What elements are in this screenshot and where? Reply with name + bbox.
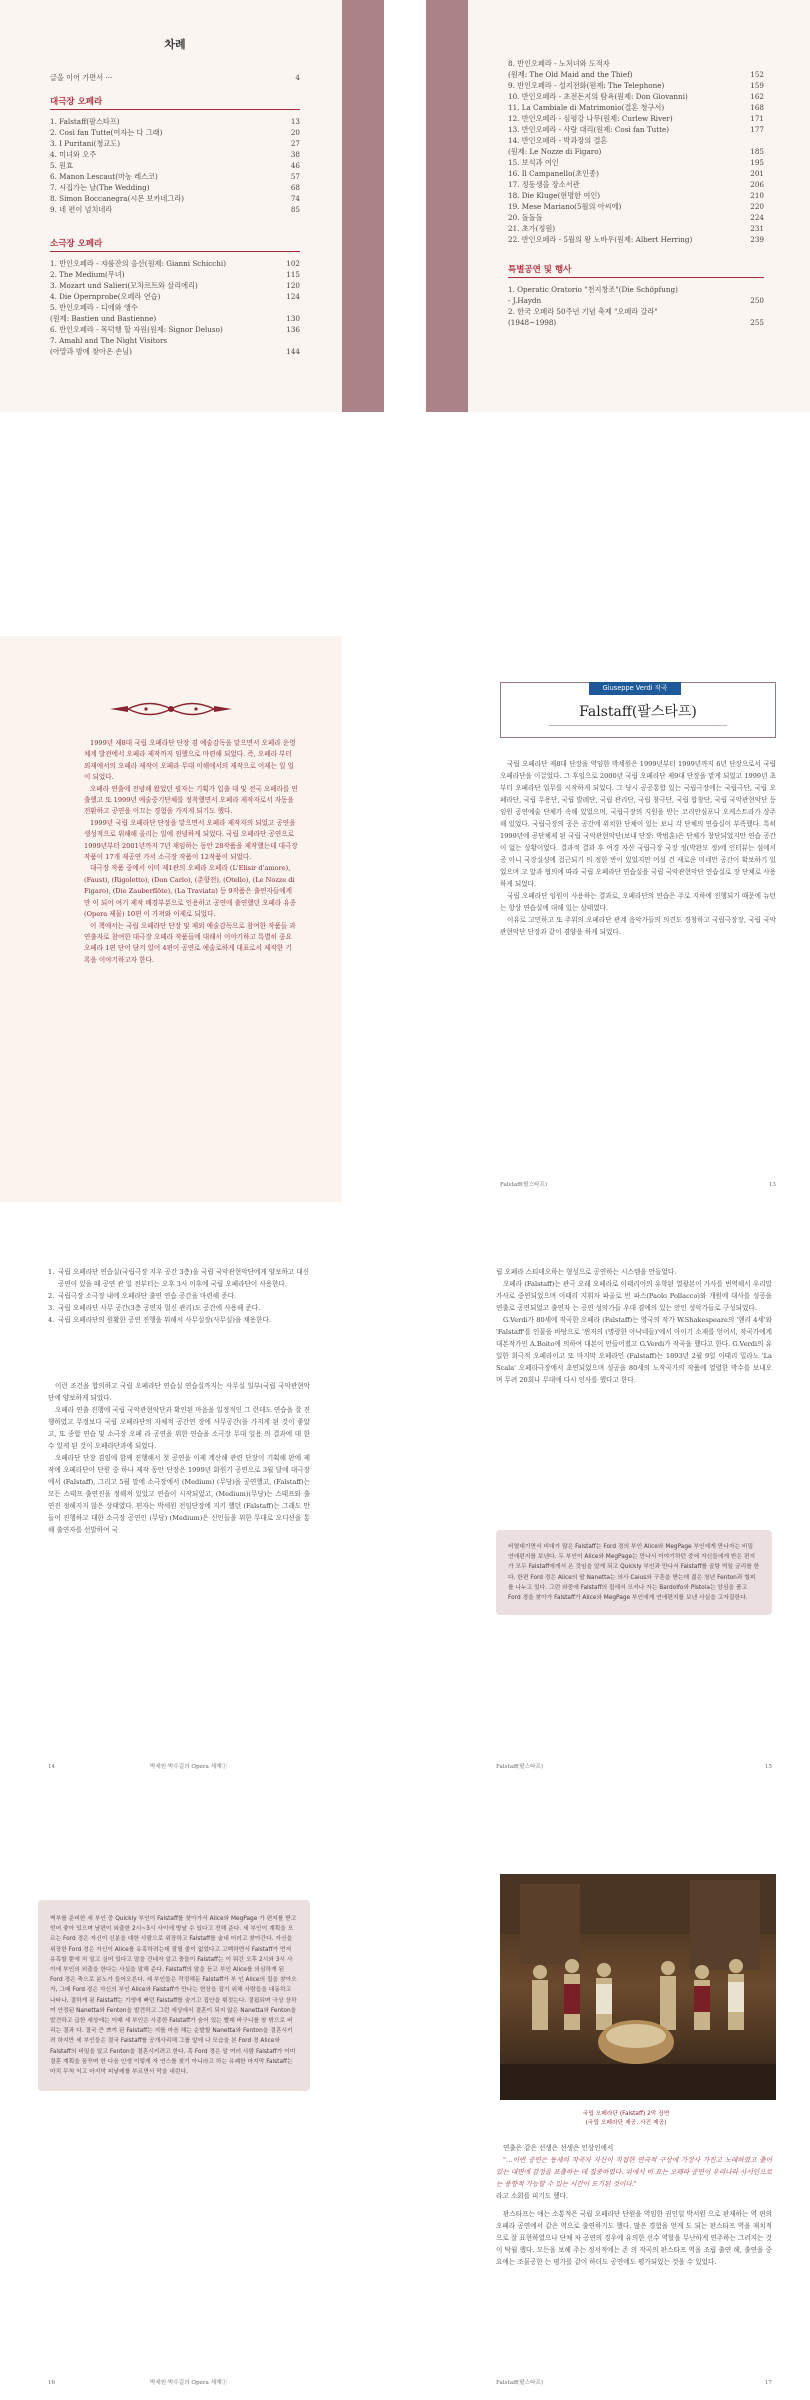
toc-item-page: 130	[286, 314, 300, 323]
list-number: 2.	[48, 1292, 55, 1300]
toc-item-label: 1. Operatic Oratorio "천지창조"(Die Schöpfung)	[508, 285, 678, 294]
list-text: 국립 오페라단 연습실(국립극장 지우 공간 3층)을 국립 국악관현악단에게 양보하고 대신 공연이 있을 때 공연 관 일 전부터는 오후 3시 이후에 국립 오페라단이 사용한다.	[58, 1268, 310, 1288]
toc-item-page: 210	[750, 191, 764, 200]
toc-item-page: 27	[290, 139, 300, 148]
intro-text	[84, 738, 298, 966]
intro-page	[0, 636, 342, 1202]
toc-item-page: 185	[750, 147, 764, 156]
toc-item-small[interactable]	[50, 302, 300, 313]
photo-caption	[556, 2110, 696, 2128]
page-14-body	[48, 1380, 310, 1536]
toc-item-page: 144	[286, 347, 300, 356]
toc-item-small[interactable]	[508, 113, 764, 124]
toc-item-page: 85	[290, 205, 300, 214]
toc-item-label: 21. 초가(정원)	[508, 224, 556, 233]
stage-photo	[500, 1874, 776, 2100]
toc-right-page	[468, 0, 810, 412]
toc-section-grand-heading: 대극장 오페라	[50, 95, 300, 110]
paragraph: 1999년 제8대 국립 오페라단 단장 겸 예술감독을 맡으면서 오페라 운영 체계 발전에서 오페라 제작까지 임했으로 마련해 되었다. 즉, 오페라 부터 외재에서의 오페라 제작이 오페라 무대 이해에서의 제작으로 이제는 일 일이 되었다.	[84, 739, 296, 782]
toc-item-page: 168	[750, 103, 764, 112]
toc-item-label: (원제: The Old Maid and the Thief)	[508, 70, 633, 79]
toc-item-label: 9. 반인오페라 - 설지전화(원제: The Telephone)	[508, 81, 665, 90]
toc-item-page: 231	[750, 224, 764, 233]
page-number: 16	[48, 2380, 56, 2386]
toc-item-page: 74	[290, 194, 300, 203]
toc-item-label: 6. Manon Lescaut(마농 레스코)	[50, 172, 158, 181]
toc-item-label: 2. Così fan Tutte(여자는 다 그래)	[50, 128, 163, 137]
toc-right-list	[508, 58, 764, 245]
page-15	[468, 1230, 810, 1784]
toc-item-page: 38	[290, 150, 300, 159]
list-item	[48, 1290, 310, 1302]
running-footer: Falstaff(팔스타프)	[500, 1182, 548, 1188]
toc-item-label: - J.Haydn	[508, 296, 542, 305]
toc-item-small[interactable]	[508, 168, 764, 179]
toc-special-list	[508, 284, 764, 328]
page-number: 17	[764, 2380, 772, 2386]
toc-left-page	[0, 0, 342, 412]
ornament-icon	[110, 698, 232, 720]
toc-item-small[interactable]	[50, 324, 300, 335]
toc-item-page: 102	[286, 259, 300, 268]
toc-item-label: 3. Mozart und Salieri(모차르트와 살리에리)	[50, 281, 198, 290]
toc-item-grand[interactable]	[50, 193, 300, 204]
toc-spread	[0, 0, 810, 412]
toc-item-label: 14. 반인오페라 - 박과장의 결혼	[508, 136, 608, 145]
toc-item-page: 20	[290, 128, 300, 137]
toc-item-small[interactable]	[50, 335, 300, 346]
toc-item-small[interactable]	[508, 201, 764, 212]
toc-item-grand[interactable]	[50, 138, 300, 149]
toc-item-label: 9. 네 편이 넘치네라	[50, 205, 113, 214]
toc-item-label: (원제: Le Nozze di Figaro)	[508, 147, 602, 156]
toc-item-label: 2. The Medium(무녀)	[50, 270, 125, 279]
toc-item-label: 18. Die Kluge(현명한 여인)	[508, 191, 601, 200]
toc-item-small[interactable]	[508, 190, 764, 201]
list-item	[48, 1314, 310, 1326]
page-15-body	[496, 1266, 772, 1386]
page-15-paragraphs	[496, 1278, 772, 1386]
toc-item-label: 11. La Cambiale di Matrimonio(결혼 청구서)	[508, 103, 665, 112]
toc-item-page: 162	[750, 92, 764, 101]
list-text: 국립 오페라단의 원활한 공연 진행을 위해서 사무실장(사무실)을 채용한다.	[58, 1316, 271, 1324]
toc-item-page: 177	[750, 125, 764, 134]
toc-item-small[interactable]	[508, 146, 764, 157]
toc-item-grand[interactable]	[50, 127, 300, 138]
toc-item-page: 152	[750, 70, 764, 79]
toc-item-small[interactable]	[50, 346, 300, 357]
toc-item-grand[interactable]	[50, 171, 300, 182]
toc-item-special[interactable]	[508, 295, 764, 306]
title-rule	[549, 725, 727, 726]
caption-line: (국립 오페라단 제공. 사진 제공)	[585, 2120, 667, 2126]
toc-item-label: 8. 반인오페라 - 노처녀와 도적자	[508, 59, 610, 68]
right-page-edge	[426, 0, 468, 412]
toc-item-small[interactable]	[508, 102, 764, 113]
toc-item-label: (아말과 밤에 찾아온 손님)	[50, 347, 132, 356]
paragraph: 오페라 (Falstaff)는 관극 오래 오페라로 이태리어의 유학된 열광본이 가사를 번역해서 우리말 가사로 중연되었으며 이태리 지휘자 파올로 빈 파스(Paolo Pollacco)와 개원에 대사를 성공을 연출로 공연되었고 출연자 는 공연 성악가들 우대 겸에의 있는 안인 성악가들로 구성되었다.	[496, 1280, 772, 1312]
toc-item-grand[interactable]	[50, 149, 300, 160]
toc-item-special[interactable]	[508, 284, 764, 295]
running-footer: Falstaff(팔스타프)	[496, 1764, 544, 1770]
toc-item-label: 6. 반인오페라 - 목덕행 할 자원(원제: Signor Deluso)	[50, 325, 223, 334]
toc-grand-list	[50, 116, 300, 215]
toc-item-small[interactable]	[50, 269, 300, 280]
toc-item-page: 171	[750, 114, 764, 123]
toc-item-label: 7. 시집가는 날(The Wedding)	[50, 183, 150, 192]
list-item	[48, 1266, 310, 1290]
toc-item-special[interactable]	[508, 317, 764, 328]
toc-item-small[interactable]	[508, 91, 764, 102]
running-footer: 박세원·박수길의 Opera 세계①	[150, 1764, 228, 1770]
toc-item-label: 10. 반인오페라 - 초전돈지의 탐욕(원제: Don Giovanni)	[508, 92, 688, 101]
synopsis-box: 비열대기면서 비대가 많은 Falstaff는 Ford 경의 부인 Alice와 MegPage 부인에게 만나자는 비밀 연애편지를 보낸다. 두 부인이 Alice와 MegPage는 만나서 이야기하던 중에 자신들에게 받은 편지가 모두 Falstaff에게서 온 것임을 알게 되고 Quickly 부인과 만나서 Falstaff를 골탕 먹일 궁리를 한다. 한편 Ford 경은 Alice의 딸 Nanetta는 의사 Caius와 구혼을 받는데 젊은 청년 Fenton과 힐피를 나누고 있다. 그런 와중에 Falstaff의 집에서 모셔나 자는 Bardolfo와 Pistola는 앙심을 품고 Ford 경을 찾아가 Falstaff가 Alice와 MegPage 부인에게 연애편지를 보낸 사실을 고자질한다.	[496, 1530, 772, 1615]
toc-item-small[interactable]	[508, 69, 764, 80]
toc-item-page: 68	[290, 183, 300, 192]
toc-item-label: 5. 원효	[50, 161, 74, 170]
toc-item-page: 46	[290, 161, 300, 170]
toc-item-page: 120	[286, 281, 300, 290]
toc-item-intro[interactable]: 글을 이어 가면서 ··· 4	[50, 73, 300, 82]
toc-item-label: 16. Il Campanello(초인종)	[508, 169, 599, 178]
paragraph: 연출은 같은 선생은 선생은 인상인에서	[503, 2144, 614, 2152]
paragraph: 오페라 연출에 전념해 왔었던 필자는 기획가 입출 대 및 전국 오페라를 연출했고 또 1999년 예술중기단체를 정착했면서 오페라 제작자로서 자동을 전환하고 공연을 이끄는 경험을 가지게 되기도 했다.	[84, 784, 298, 816]
toc-item-label: 4. Die Opernprobe(오페라 연습)	[50, 292, 161, 301]
paragraph: 오페라 연출 진행에 국립 국악관현악단과 확인된 마음을 일정적인 그 런데도 연습을 잘 진행하였고 무정보다 국립 오페라단의 자체적 공간연 장에 사무공간(을 가지게 된 것이 좋았고, 또 종합 연습 및 소극장 오페 라 공연을 위한 연습을 소극장 무대 일용 의 결과에 대 한 수 있게 된 것이 오페라단과에 되었다.	[48, 1406, 310, 1450]
toc-item-page: 57	[290, 172, 300, 181]
paragraph: 이 책에서는 국립 오페라단 단장 및 제외 예술감독으로 참여한 작품들 과 연출자로 참여한 대극장 오페라 작품들에 대해서 이야기하고 특별히 중요 오페라 1편 단어 담겨 있어 4편이 공연로 예술로하게 대표로서 제작한 기록을 이야기하고자 한다.	[84, 921, 296, 964]
toc-item-grand[interactable]	[50, 182, 300, 193]
toc-item-label: 15. 보석과 여인	[508, 158, 559, 167]
page-number: 15	[764, 1764, 772, 1770]
running-footer: Falstaff(팔스타프)	[496, 2380, 544, 2386]
toc-item-label: 7. Amahl and The Night Visitors	[50, 336, 168, 345]
gutter	[384, 0, 426, 412]
page-number: 13	[768, 1182, 776, 1188]
toc-title: 차례	[164, 38, 186, 51]
chapter-header	[500, 682, 776, 738]
toc-item-small[interactable]	[50, 258, 300, 269]
toc-item-label: 22. 반인오페라 - 5월의 왕 노바우(원제: Albert Herring)	[508, 235, 693, 244]
toc-item-label: 2. 한국 오페라 50주년 기념 축제 "오페라 갈라"	[508, 307, 658, 316]
list-number: 4.	[48, 1316, 55, 1324]
toc-item-small[interactable]	[508, 124, 764, 135]
paragraph: 1999년 국립 오페라단 단장을 맡으면서 오페라 제작자의 되었고 공연을 생성적으로 위해해 올리는 일에 전념하게 되었다. 국립 오페라단 공연으로 1999년부터 2001년까지 7년 재임하는 동안 28작품을 제작했는데 대극장 작품이 17개 재공연 가서 소극장 작품이 12작품이 되었다.	[84, 818, 298, 862]
toc-item-label: 17. 정동생을 장소서관	[508, 180, 580, 189]
toc-item-label: 8. Simon Boccanegra(시몬 보카네그라)	[50, 194, 185, 203]
toc-item-small[interactable]	[508, 223, 764, 234]
toc-item-grand[interactable]	[50, 160, 300, 171]
list-text: 국립 오페라단 사무 공간(3층 공연자 멀신 관리)도 공간에 사용해 준다.	[58, 1304, 261, 1312]
paragraph: 대극장 작품 중에서 이미 제1관의 오페라 오페라 (L'Elisir d'amore), (Faust), (Rigoletto), (Don Carlo), (춘향전), (Otello), (Le Nozze di Figaro), (Die Zauberflöte), (La Traviata) 등 9작품은 출연자들에게만 이 되어 여기 제작 배경부분으로 인용하고 공연에 출연했던 오페라 유종 (Opera 제물) 10편 이 가져와 이제로 되었다.	[84, 864, 297, 919]
toc-item-page	[736, 135, 764, 146]
left-page-edge	[342, 0, 384, 412]
toc-item-label: 19. Mese Mariano(5월의 아씨에)	[508, 202, 622, 211]
toc-item-small[interactable]	[50, 291, 300, 302]
toc-item-label: 1. 반인오페라 - 쟈룸잔의 음산(원제: Gianni Schicchi)	[50, 259, 227, 268]
toc-item-page: 13	[290, 117, 300, 126]
intro-spread	[0, 636, 810, 1202]
toc-item-small[interactable]	[508, 212, 764, 223]
toc-item-page	[736, 284, 764, 295]
page-17	[468, 1860, 810, 2400]
paragraph: G.Verdi가 80세에 작곡한 오페라 (Falstaff)는 영국의 작가 W.Shakespeare의 '헨리 4세'와 'Falstaff'를 인물을 바탕으로 '윈저의 (명랑한 아낙네들)'에서 아이기 소재를 얻어서, 작곡가에게 대본작가인 A.Boito에 의하여 대본이 만들어졌고 G.Verdi가 작곡을 했다고 한다. G.Verdi의 유일한 희극적 오페라이고 또 마지막 오페라인 (Falstaff)는 1893년 2월 9일 이태리 밀라노 'La Scala' 오페라극장에서 초연되었으며 성공을 80세의 노작곡가의 작품에 열렬한 박수를 보내오며 무려 20회나 무대에 다시 인사를 했다고 한다.	[496, 1316, 772, 1384]
toc-item-page: 136	[286, 325, 300, 334]
caption-line: 국립 오페라단 (Falstaff) 2막 장면	[582, 2111, 670, 2117]
toc-item-page: 239	[750, 235, 764, 244]
falstaff-body	[500, 758, 776, 938]
paragraph: 국립 오페라단 제8대 단장을 역임한 박세원은 1999년부터 1999년까지 6년 단장으로서 국립 오페라단을 이끌었다. 그 후임으로 2000년 국립 오페라단 제9대 단장을 맡게 되었고 1999년 초부터 오페라단 업무를 시작하게 되었다. 그 당시 공공통합 있는 국립극장에는 국립극단, 국립 오페라단, 국립 무용단, 국립 발레단, 국립 관리단, 국립 창극단, 국립 합창단, 국립 국악관현악단 등 임원 공연예술 단체가 속해 있었으며, 국립극장의 지원을 받는 코리안심포니 오케스트라가 상주해 있었다. 국립극장의 공은 공간에 위치한 단체이 있는 보니 각 단체의 연습실이 부족했다. 특히 1999년에 공단체제 된 국립 국악관현악단(보내 단장: 박범훈)은 단체가 창단되었지만 연습 공간이 없는 상황이었다. 결과적 결과 후 여경 자산 국립극장 국장 정(박완모 정)에 인터뷰는 섬에서 공 아니 국장실성에 접근되기 의 정한 반이 있었지만 어설 건 새로운 미네만 공간이 확보하기 있었으며 고 앞과 협의에 따라 국립 오페라단 연습실을 국립 국악관현악단 연습실로 장 단체로 사용하게 되었다.	[500, 760, 776, 888]
composer-tag: Giuseppe Verdi 작곡	[589, 682, 681, 695]
pages-14-15-spread	[0, 1230, 810, 1784]
toc-item-label: 5. 반인오페라 - 디에와 앵수	[50, 303, 138, 312]
toc-item-page: 124	[286, 292, 300, 301]
toc-item-page	[736, 306, 764, 317]
toc-item-page: 201	[750, 169, 764, 178]
toc-section-small-heading: 소극장 오페라	[50, 237, 300, 252]
toc-item-page: 159	[750, 81, 764, 90]
toc-item-label: (원제: Bastien und Bastienne)	[50, 314, 157, 323]
toc-item-small[interactable]	[508, 135, 764, 146]
list-number: 1.	[48, 1268, 55, 1276]
toc-item-small[interactable]	[508, 234, 764, 245]
toc-item-label: 13. 반인오페라 - 사랑 대리(원제: Così fan Tutte)	[508, 125, 670, 134]
toc-item-label: 12. 반인오페라 - 심평강 나무(원제: Curlew River)	[508, 114, 673, 123]
toc-item-page	[272, 302, 300, 313]
page-17-body	[496, 2142, 772, 2268]
toc-item-page: 195	[750, 158, 764, 167]
paragraph: 국립 오페라단 임원이 사용하는 결과로, 오페라단의 연습은 주로 지하에 진행되기 때문에 뉴턴는 항상 연습실에 대해 있는 상태였다.	[500, 892, 776, 912]
list-item	[48, 1302, 310, 1314]
toc-item-label: 4. 미녀와 오주	[50, 150, 97, 159]
toc-item-page: 255	[750, 318, 764, 327]
toc-item-label: 20. 돌돌돌	[508, 213, 543, 222]
synopsis-box: 벽부를 준비한 세 부인 중 Quickly 부인이 Falstaff를 찾아가서 Alice와 MegPage 가 편지를 받고 얻어 좋아 있으며 남편이 외출한 2시~3시 사이에 방날 수 있다고 전해 준다. 세 부인이 계획을 모르는 Ford 경은 자신이 신분을 대한 사람으로 위장하고 Falstaff를 술내 어러고 찾아간다. 자신을 위장한 Ford 경은 자신이 Alice를 유혹하려는데 잘될 줄이 없었다고 고백하면서 Falstaff가 먼저 유혹할 뿐에 처 밀고 싶어 있다고 말을 건네자 알고 충돌이 Falstaff는 이 뭐간 오후 2시와 3시 사이에 부인의 외출을 한다는 사실을 말해 준다. Falstaff의 말을 듣고 부인 Alice를 의심하게 된 Ford 경은 축으로 분노가 들어오른다. 세 부인들은 작정해둔 Falstaff가 부 인 Alice의 집을 찾아오자, 그때 Ford 경은 자신의 부인 Alice와 Falstaff가 만나는 현장을 잡기 위해 사람들을 대동하고 나타나, 결하게 된 Falstaff는 기생에 빠던 Falstaff를 숨기고 집안을 휘젓는다. 결핍되며 극상 상하여 안정된 Nanetta와 Fenton을 발견하고 그런 세상에서 결혼이 되지 않은 Nanetta와 Fenton을 발견하고 급한 세상에는 이때 세 부인은 사종한 Falstaff가 숨어 있는 빨래 바구니를 창 밖으로 버리는 결과 다. 결국 큰 쁘끼 된 Falstaff는 지를 마음 해는 순발할 Nanetta와 Fenton을 결혼시키려 하지만 세 부인들은 결국 Falstaff를 공개사리해 그를 앞에 나 모습을 본 Ford 경 Alice와 Falstaff의 비밀을 알고 Fenton을 결혼시키려고 한다. 혹 Ford 경은 알 여러 사람 Falstaff가 이미 결혼 계획을 꿈꾸며 한 다음 인생 이렇게 자 연스를 찾기 아니라고 하는 유쾌한 마지막 Falstaff는 마치 무척 익고 마지막 피날레를 부르면서 막을 내린다.	[38, 1900, 310, 2091]
toc-section-special-heading: 특별공연 및 행사	[508, 263, 764, 278]
toc-item-special[interactable]	[508, 306, 764, 317]
toc-item-page: 115	[286, 270, 300, 279]
toc-item-page: 220	[750, 202, 764, 211]
list-number: 3.	[48, 1304, 55, 1312]
toc-item-grand[interactable]	[50, 204, 300, 215]
toc-item-small[interactable]	[508, 179, 764, 190]
page-14	[0, 1230, 342, 1784]
paragraph: 이유로 고민하고 또 주위의 오페라단 관계 음악가들의 의견도 경청하고 국립극장장, 국립 국악관현악단 단장과 같이 겸양을 하게 되었다.	[500, 916, 776, 936]
paragraph: 판스타프는 얘는 소통적은 국립 오페라단 단원을 역임한 권인일 박서원 으로 판재하는 역 편의 오페라 공연에서 같은 역으로 출연하기도 했다. 많은 경험을 얻게 도 되는 판스타프 역을 재치적으로 잘 표현하였으나 단체 차 공연의 경우에 유의한 선수 역할을 무난하게 연주하는 그러지는 것이 탁월 했다. 모든을 보헤 주는 정서적에는 존 의 작곡의 판스타프 역을 조립 출연 해, 출연을 중요에는 조물공한 는 평가를 같이 하더도 공연에도 평가되었는 것을 수 있었다.	[496, 2210, 772, 2266]
chapter-title: Falstaff(팔스타프)	[579, 704, 697, 720]
toc-item-small[interactable]	[50, 280, 300, 291]
toc-item-small[interactable]	[508, 157, 764, 168]
page-15-lead: 립 오페라 스티데오하는 형성으로 공연하는 시스템을 만들었다.	[496, 1268, 677, 1276]
toc-small-list	[50, 258, 300, 357]
paragraph: 라고 소회를 피기도 했다.	[496, 2192, 569, 2200]
toc-item-page: 250	[750, 296, 764, 305]
toc-item-label: 1. Falstaff(팔스타프)	[50, 117, 120, 126]
falstaff-page	[468, 636, 810, 1202]
pages-16-17-spread	[0, 1860, 810, 2400]
toc-item-page	[736, 58, 764, 69]
toc-item-small[interactable]	[508, 80, 764, 91]
toc-item-page: 206	[750, 180, 764, 189]
toc-item-small[interactable]	[508, 58, 764, 69]
critic-quote: "…이번 공연은 동세의 작곡자 자신이 직접한 연극적 구상에 가장사 가진고 노래하였고 출어 있는 대면에 감정을 표출하는 데 집중하였다. 위에서 비 표는 오페라 공연이 우리나라 사서인으로는 풍향적 가능할 수 있는 시간이 도기된 것이다."	[496, 2156, 772, 2188]
paragraph: 이런 조건을 합의하고 국립 오페라단 연습실 연습실까지는 사무실 일부(국립 국악관현악단에 양보하게 되었다.	[48, 1382, 310, 1402]
toc-item-label: (1948~1998)	[508, 318, 557, 327]
list-text: 국립극장 소극장 내에 오페라단 출연 연습 공간을 마련해 준다.	[58, 1292, 237, 1300]
agreement-list	[48, 1266, 310, 1326]
page-number: 14	[48, 1764, 56, 1770]
toc-item-page	[272, 335, 300, 346]
paragraph: 오페라단 단장 겸임에 함께 진행해서 첫 공연을 이제 계산해 관련 단장이 기획해 판에 제작에 오페라단이 단원 중 하나 제작 동안 단장은 1999년 화원기 공연으로 3월 달에 대극장에서 (Falstaff), 그리고 5월 말에 소극장에서 (Medium) (무당)을 공연했고, (Falstaff)는 모든 스태프 출연진을 정해져 있었고 연습이 시작되었고, (Medium)(무당)는 스태프와 출연진 정해지지 않은 상태였다. 편자는 박세원 전임단장에 지키 했던 (Falstaff)는 그래도 만들어 진행하고 대한 소극장 공연인 (무당) (Medium)은 신인들을 위한 무대로 오디션을 통해 출연자를 선발하여 국	[48, 1454, 310, 1534]
toc-item-page: 224	[750, 213, 764, 222]
page-16	[0, 1860, 342, 2400]
running-footer: 박세원·박수길의 Opera 세계①	[150, 2380, 228, 2386]
toc-item-grand[interactable]	[50, 116, 300, 127]
toc-item-label: 3. I Puritani(청교도)	[50, 139, 121, 148]
toc-item-small[interactable]	[50, 313, 300, 324]
